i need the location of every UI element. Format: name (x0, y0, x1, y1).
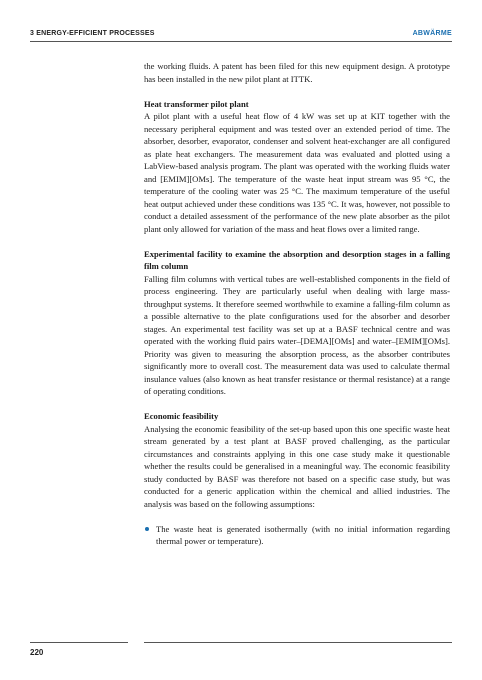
spacer (144, 510, 450, 523)
bullet-dot-icon (145, 527, 149, 531)
list-item-text: The waste heat is generated isothermally (with no initial information regarding thermal power or temperature). (156, 523, 450, 546)
spacer (144, 235, 450, 248)
paragraph-economic-feasibility: Analysing the economic feasibility of the set-up based upon this one specific waste heat stream generated by a test plant at BASF proved challenging, as the particular circumstances and constraints applying in this one case study make it questionable whether the results could be generalised in a meaningful way. The economic feasibility study conducted by BASF was therefore not based on a specific case study, but was conducted for a generic application within the chemical and allied industries. The analysis was based on the following assumptions: (144, 423, 450, 509)
running-header-section: ABWÄRME (412, 30, 452, 37)
heading-economic-feasibility: Economic feasibility (144, 411, 219, 421)
heading-experimental-facility: Experimental facility to examine the absorption and desorption stages in a falling film column (144, 248, 450, 271)
header-divider (30, 41, 452, 42)
intro-paragraph: the working fluids. A patent has been filed for this new equipment design. A prototype has been installed in the new pilot plant at ITTK. (144, 61, 450, 84)
heading-heat-transformer: Heat transformer pilot plant (144, 98, 249, 109)
list-item (144, 523, 450, 548)
page-number: 220 (30, 648, 44, 657)
main-content (144, 60, 450, 548)
assumptions-list (144, 523, 450, 548)
paragraph-experimental-facility: Falling film columns with vertical tubes are well-established components in the field of process engineering. They are particularly useful when dealing with large mass-throughput systems. It therefore seemed worthwhile to examine a falling-film column as a possible alternative to the plate configurations used for the absorber and desorber stages. An experimental test facility was set up at a BASF technical centre and was operated with the working fluid pairs water–[DEMA][OMs] and water–[EMIM][OMs]. Priority was given to measuring the absorption process, as the absorber contributes significantly more to overall cost. The measurement data was used to calculate thermal insulance values (also known as heat transfer resistance or thermal resistance) at a range of operating conditions. (144, 273, 450, 396)
spacer (144, 85, 450, 98)
running-header-chapter: 3 ENERGY-EFFICIENT PROCESSES (30, 30, 155, 37)
paragraph-heat-transformer: A pilot plant with a useful heat flow of 4 kW was set up at KIT together with the necessary peripheral equipment and was tested over an extended period of time. The absorber, desorber, evaporator, condenser and solvent heat-exchanger are all configured as plate heat exchangers. The measurement data was evaluated and plotted using a LabView-based analysis program. The plant was operated with the working fluids water and [EMIM][OMs]. The temperature of the waste heat input stream was 95 °C, the temperature of the cooling water was 25 °C. The maximum temperature of the useful heat output achieved under these conditions was 135 °C. It was, however, not possible to conduct a detailed assessment of the performance of the new plate absorber as the pilot plant only allowed for variation of the mass and heat flows over a limited range. (144, 111, 450, 234)
footer-divider-left (30, 642, 128, 643)
spacer (144, 398, 450, 411)
footer-divider-right (144, 642, 452, 643)
